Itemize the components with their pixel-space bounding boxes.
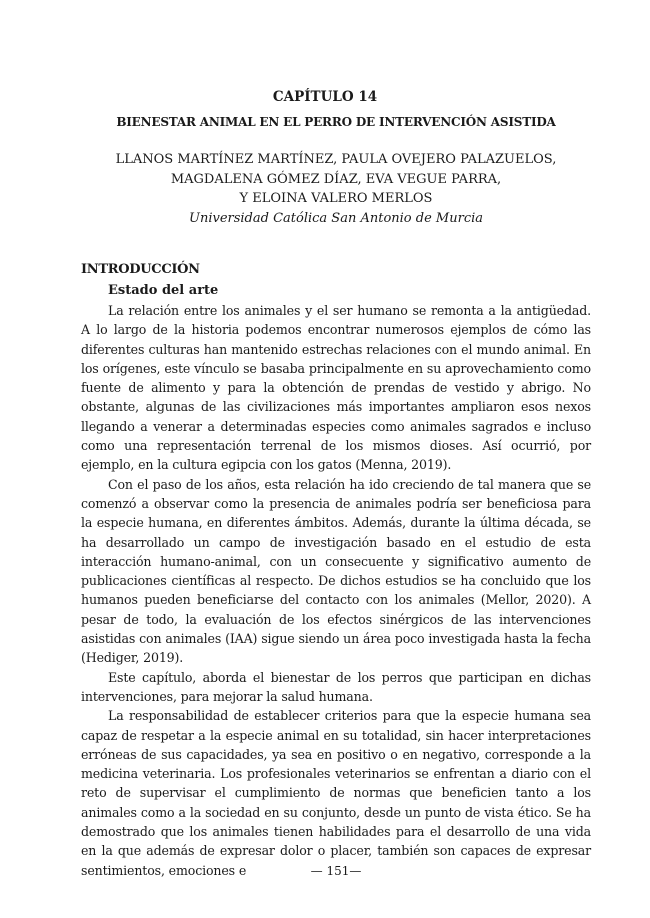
paragraph-1: La relación entre los animales y el ser humano se remonta a la antigüedad. A lo largo de la historia podemos encontrar numerosos ejemplos de cómo las diferentes culturas han mantenido estrechas relaciones con el mundo animal. En los orígenes, este vínculo se basaba principalmente en su aprovechamiento como fuente de alimento y para la obtención de prendas de vestido y abrigo. No obstante, algunas de las civilizaciones más importantes ampliaron esos nexos llegando a venerar a determinadas especies como animales sagrados e incluso como una representación terrenal de los mismos dioses. Así ocurrió, por ejemplo, en la cultura egipcia con los gatos (Menna, 2019). [81,303,591,473]
page-number: — 151— [310,864,362,878]
paragraph-3: Este capítulo, aborda el bienestar de los perros que participan en dichas intervenciones, para mejorar la salud humana. [81,669,591,704]
authors-line-3: Y ELOINA VALERO MERLOS [239,191,433,206]
body-text [81,301,591,880]
chapter-title: BIENESTAR ANIMAL EN EL PERRO DE INTERVENCIÓN ASISTIDA [116,115,556,129]
paragraph-4: La responsabilidad de establecer criterios para que la especie humana sea capaz de respetar a la especie animal en su totalidad, sin hacer interpretaciones erróneas de sus capacidades, ya sea en positivo o en negativo, corresponde a la medicina veterinaria. Los profesionales veterinarios se enfrentan a diario con el reto de supervisar el cumplimiento de normas que beneficien tanto a los animales como a la sociedad en su conjunto, desde un punto de vista ético. Se ha demostrado que los animales tienen habilidades para el desarrollo de una vida en la que además de expresar dolor o placer, también son capaces de expresar sentimientos, emociones e [81,708,591,878]
authors-line-1: LLANOS MARTÍNEZ MARTÍNEZ, PAULA OVEJERO PALAZUELOS, [115,152,557,167]
author-block [0,150,650,228]
paragraph-2: Con el paso de los años, esta relación ha ido creciendo de tal manera que se comenzó a observar como la presencia de animales podría ser beneficiosa para la especie humana, en diferentes ámbitos. Además, durante la última década, se ha desarrollado un campo de investigación basado en el estudio de esta interacción humano-animal, con un consecuente y significativo aumento de publicaciones científicas al respecto. De dichos estudios se ha concluido que los humanos pueden beneficiarse del contacto con los animales (Mellor, 2020). A pesar de todo, la evaluación de los efectos sinérgicos de las intervenciones asistidas con animales (IAA) sigue siendo un área poco investigada hasta la fecha (Hediger, 2019). [81,476,591,666]
chapter-label: CAPÍTULO 14 [272,89,378,105]
section-heading: INTRODUCCIÓN [81,262,200,277]
authors-line-2: MAGDALENA GÓMEZ DÍAZ, EVA VEGUE PARRA, [170,171,502,187]
institution: Universidad Católica San Antonio de Murcia [188,210,484,226]
subsection-heading: Estado del arte [108,283,219,298]
